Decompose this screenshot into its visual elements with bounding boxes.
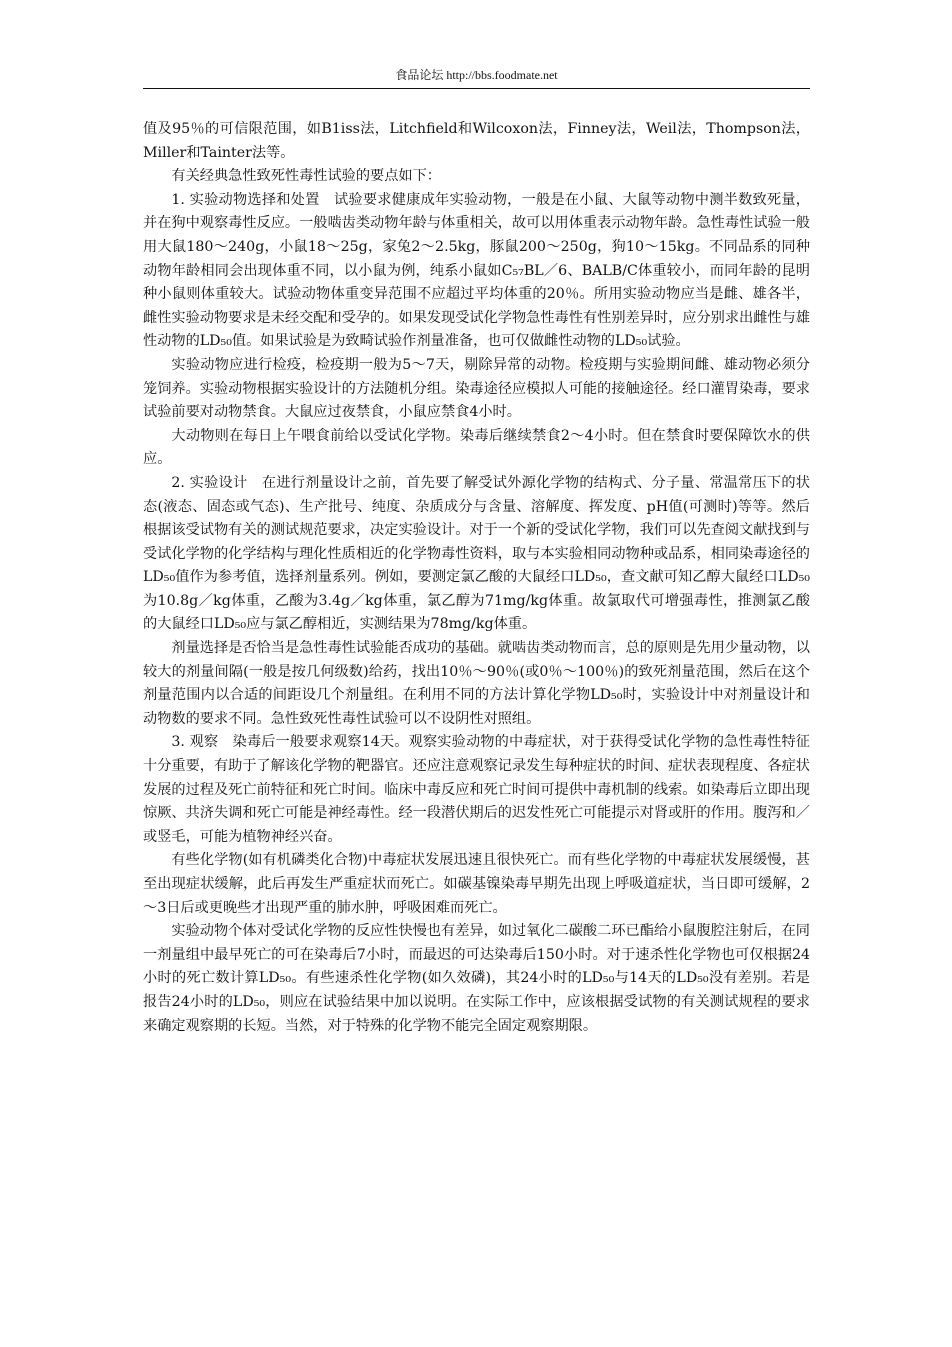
page-header: 食品论坛 http://bbs.foodmate.net xyxy=(395,68,558,82)
paragraph-2: 有关经典急性致死性毒性试验的要点如下： xyxy=(171,168,441,185)
paragraph-7: 剂量选择是否恰当是急性毒性试验能否成功的基础。就啮齿类动物而言，总的原则是先用少量动物，以较大的剂量间隔(一般是按几何级数)给药，找出10％～90％(或0％～100％)的致死剂量范围，然后在这个剂量范围内以合适的间距设几个剂量组。在利用不同的方法计算化学物LD₅₀时，实验设计中对剂量设计和动物数的要求不同。急性致死性毒性试验可以不设阴性对照组。 xyxy=(143,640,810,727)
paragraph-9: 有些化学物(如有机磷类化合物)中毒症状发展迅速且很快死亡。而有些化学物的中毒症状发展缓慢，甚至出现症状缓解，此后再发生严重症状而死亡。如碳基镍染毒早期先出现上呼吸道症状，当日即可缓解，2～3日后或更晚些才出现严重的肺水肿，呼吸困难而死亡。 xyxy=(143,852,810,916)
paragraph-1: 值及95％的可信限范围，如B1iss法，Litchfield和Wilcoxon法，Finney法，Weil法，Thompson法，Miller和Tainter法等。 xyxy=(143,121,810,161)
paragraph-5: 大动物则在每日上午喂食前给以受试化学物。染毒后继续禁食2～4小时。但在禁食时要保障饮水的供应。 xyxy=(143,427,810,468)
paragraph-4: 实验动物应进行检疫，检疫期一般为5～7天，剔除异常的动物。检疫期与实验期间雌、雄动物必须分笼饲养。实验动物根据实验设计的方法随机分组。染毒途径应模拟人可能的接触途径。经口灌胃染毒，要求试验前要对动物禁食。大鼠应过夜禁食，小鼠应禁食4小时。 xyxy=(143,356,810,421)
paragraph-3: 1. 实验动物选择和处置 试验要求健康成年实验动物，一般是在小鼠、大鼠等动物中测半数致死量，并在狗中观察毒性反应。一般啮齿类动物年龄与体重相关，故可以用体重表示动物年龄。急性毒性试验一般用大鼠180～240g，小鼠18～25g，家兔2～2.5kg，豚鼠200～250g，狗10～15kg。不同品系的同种动物年龄相同会出现体重不同，以小鼠为例，纯系小鼠如C₅₇BL／6、BALB/C体重较小，而同年龄的昆明种小鼠则体重较大。试验动物体重变异范围不应超过平均体重的20％。所用实验动物应当是雌、雄各半，雌性实验动物要求是未经交配和受孕的。如果发现受试化学物急性毒性有性别差异时，应分别求出雌性与雄性动物的LD₅₀值。如果试验是为致畸试验作剂量准备，也可仅做雌性动物的LD₅₀试验。 xyxy=(143,191,810,350)
paragraph-8: 3. 观察 染毒后一般要求观察14天。观察实验动物的中毒症状，对于获得受试化学物的急性毒性特征十分重要，有助于了解该化学物的靶器官。还应注意观察记录发生每种症状的时间、症状表现程度、各症状发展的过程及死亡前特征和死亡时间。临床中毒反应和死亡时间可提供中毒机制的线索。如染毒后立即出现惊厥、共济失调和死亡可能是神经毒性。经一段潜伏期后的迟发性死亡可能提示对肾或肝的作用。腹泻和／或竖毛，可能为植物神经兴奋。 xyxy=(143,734,810,845)
document-body xyxy=(143,118,810,1038)
header-divider xyxy=(143,88,810,89)
paragraph-6: 2. 实验设计 在进行剂量设计之前，首先要了解受试外源化学物的结构式、分子量、常温常压下的状态(液态、固态或气态)、生产批号、纯度、杂质成分与含量、溶解度、挥发度、pH值(可测时)等等。然后根据该受试物有关的测试规范要求，决定实验设计。对于一个新的受试化学物，我们可以先查阅文献找到与受试化学物的化学结构与理化性质相近的化学物毒性资料，取与本实验相同动物种或品系，相同染毒途径的LD₅₀值作为参考值，选择剂量系列。例如，要测定氯乙酸的大鼠经口LD₅₀，查文献可知乙醇大鼠经口LD₅₀为10.8g／kg体重，乙酸为3.4g／kg体重，氯乙醇为71mg/kg体重。故氯取代可增强毒性，推测氯乙酸的大鼠经口LD₅₀应与氯乙醇相近，实测结果为78mg/kg体重。 xyxy=(143,474,810,633)
paragraph-10: 实验动物个体对受试化学物的反应性快慢也有差异，如过氧化二碳酸二环已酯给小鼠腹腔注射后，在同一剂量组中最早死亡的可在染毒后7小时，而最迟的可达染毒后150小时。对于速杀性化学物也可仅根据24小时的死亡数计算LD₅₀。有些速杀性化学物(如久效磷)，其24小时的LD₅₀与14天的LD₅₀没有差别。若是报告24小时的LD₅₀，则应在试验结果中加以说明。在实际工作中，应该根据受试物的有关测试规程的要求来确定观察期的长短。当然，对于特殊的化学物不能完全固定观察期限。 xyxy=(143,923,810,1034)
